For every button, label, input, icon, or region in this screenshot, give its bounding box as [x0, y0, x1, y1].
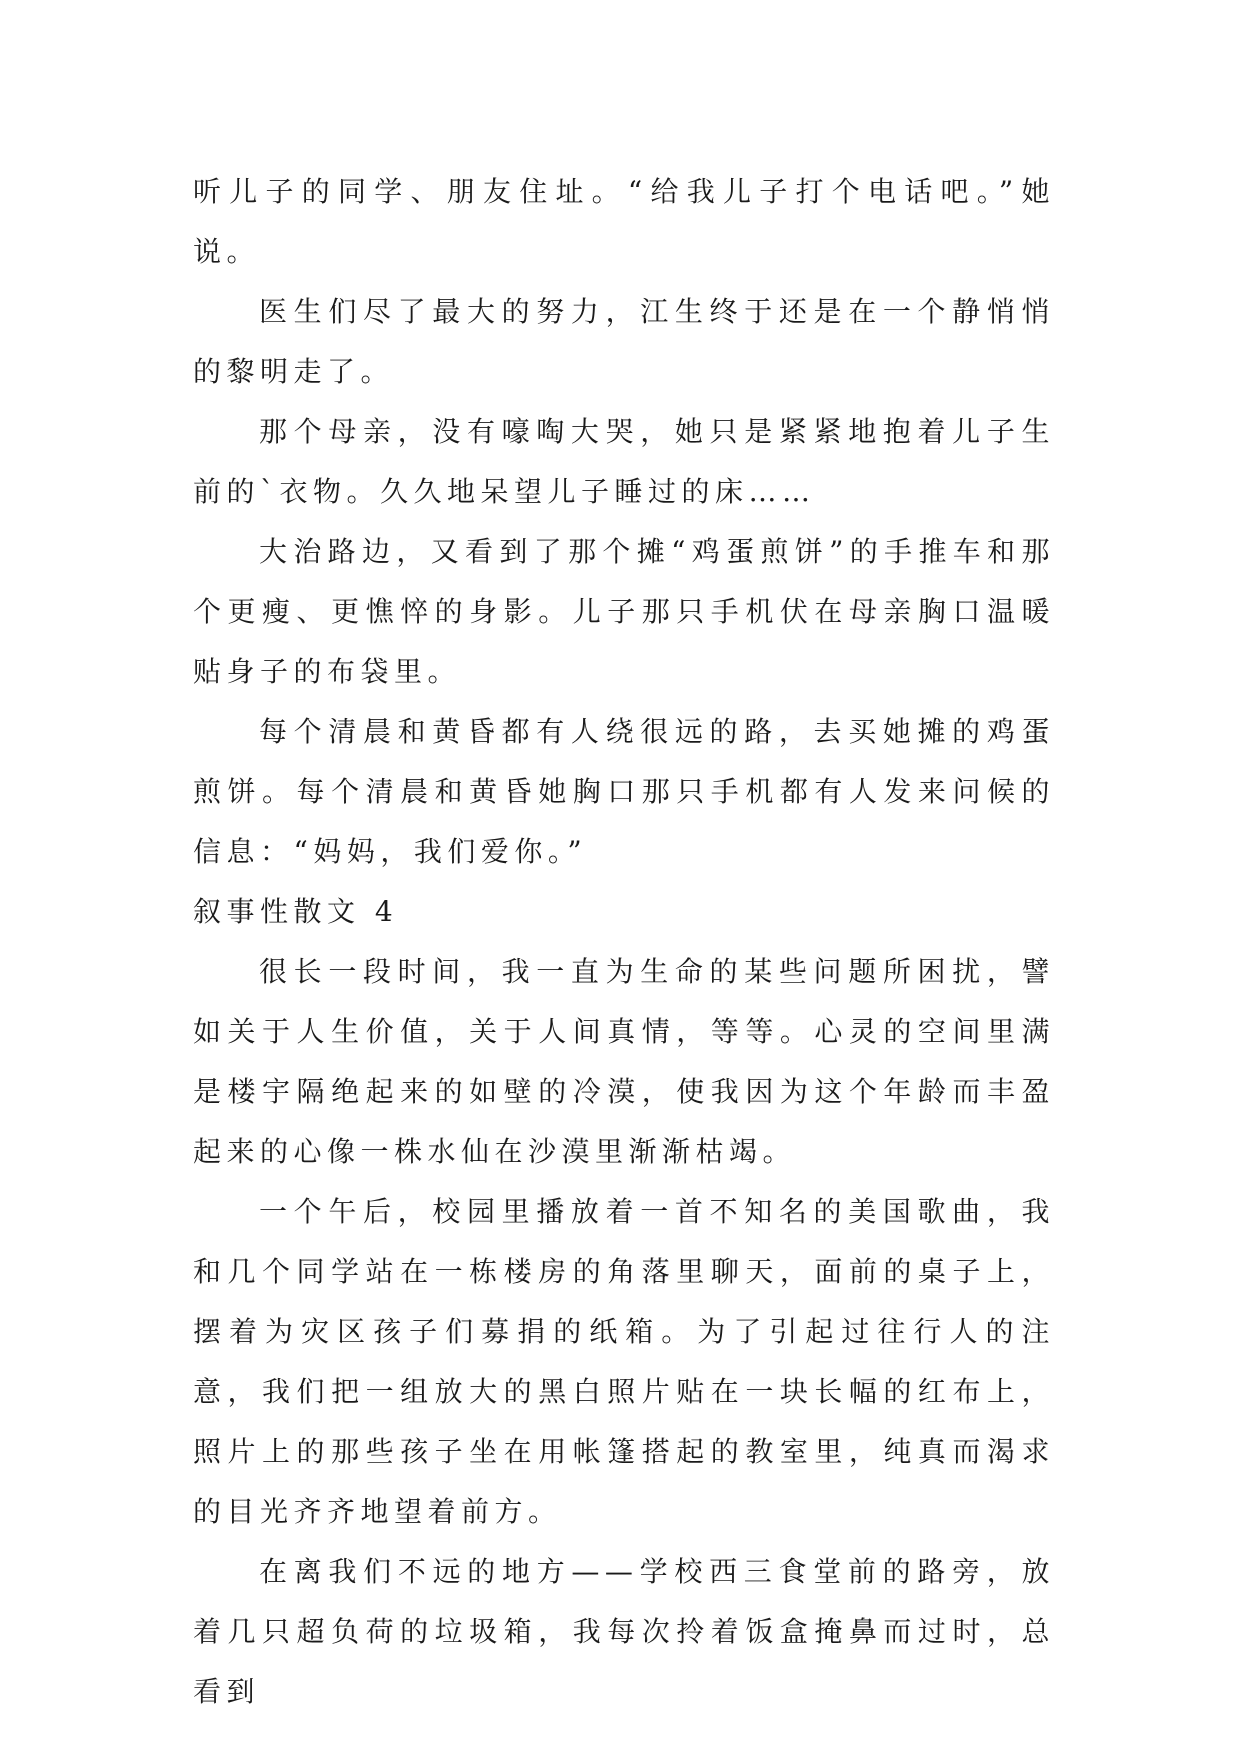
paragraph-8: 在离我们不远的地方——学校西三食堂前的路旁，放着几只超负荷的垃圾箱，我每次拎着饭盒掩鼻而过时，总看到 — [193, 1555, 1055, 1708]
paragraph-5: 每个清晨和黄昏都有人绕很远的路，去买她摊的鸡蛋煎饼。每个清晨和黄昏她胸口那只手机都有人发来问候的信息：“妈妈，我们爱你。” — [193, 715, 1055, 868]
paragraph-1: 听儿子的同学、朋友住址。“给我儿子打个电话吧。”她说。 — [193, 175, 1055, 268]
section-heading: 叙事性散文 4 — [193, 895, 399, 928]
text-column — [193, 162, 1055, 1722]
paragraph-2: 医生们尽了最大的努力，江生终于还是在一个静悄悄的黎明走了。 — [193, 295, 1055, 388]
paragraph-4: 大治路边，又看到了那个摊“鸡蛋煎饼”的手推车和那个更瘦、更憔悴的身影。儿子那只手机伏在母亲胸口温暖贴身子的布袋里。 — [193, 535, 1055, 688]
paragraph-3: 那个母亲，没有嚎啕大哭，她只是紧紧地抱着儿子生前的`衣物。久久地呆望儿子睡过的床…… — [193, 415, 1055, 508]
paragraph-6: 很长一段时间，我一直为生命的某些问题所困扰，譬如关于人生价值，关于人间真情，等等。心灵的空间里满是楼宇隔绝起来的如壁的冷漠，使我因为这个年龄而丰盈起来的心像一株水仙在沙漠里渐渐枯竭。 — [193, 955, 1055, 1168]
paragraph-7: 一个午后，校园里播放着一首不知名的美国歌曲，我和几个同学站在一栋楼房的角落里聊天，面前的桌子上，摆着为灾区孩子们募捐的纸箱。为了引起过往行人的注意，我们把一组放大的黑白照片贴在一块长幅的红布上，照片上的那些孩子坐在用帐篷搭起的教室里，纯真而渴求的目光齐齐地望着前方。 — [193, 1195, 1055, 1528]
